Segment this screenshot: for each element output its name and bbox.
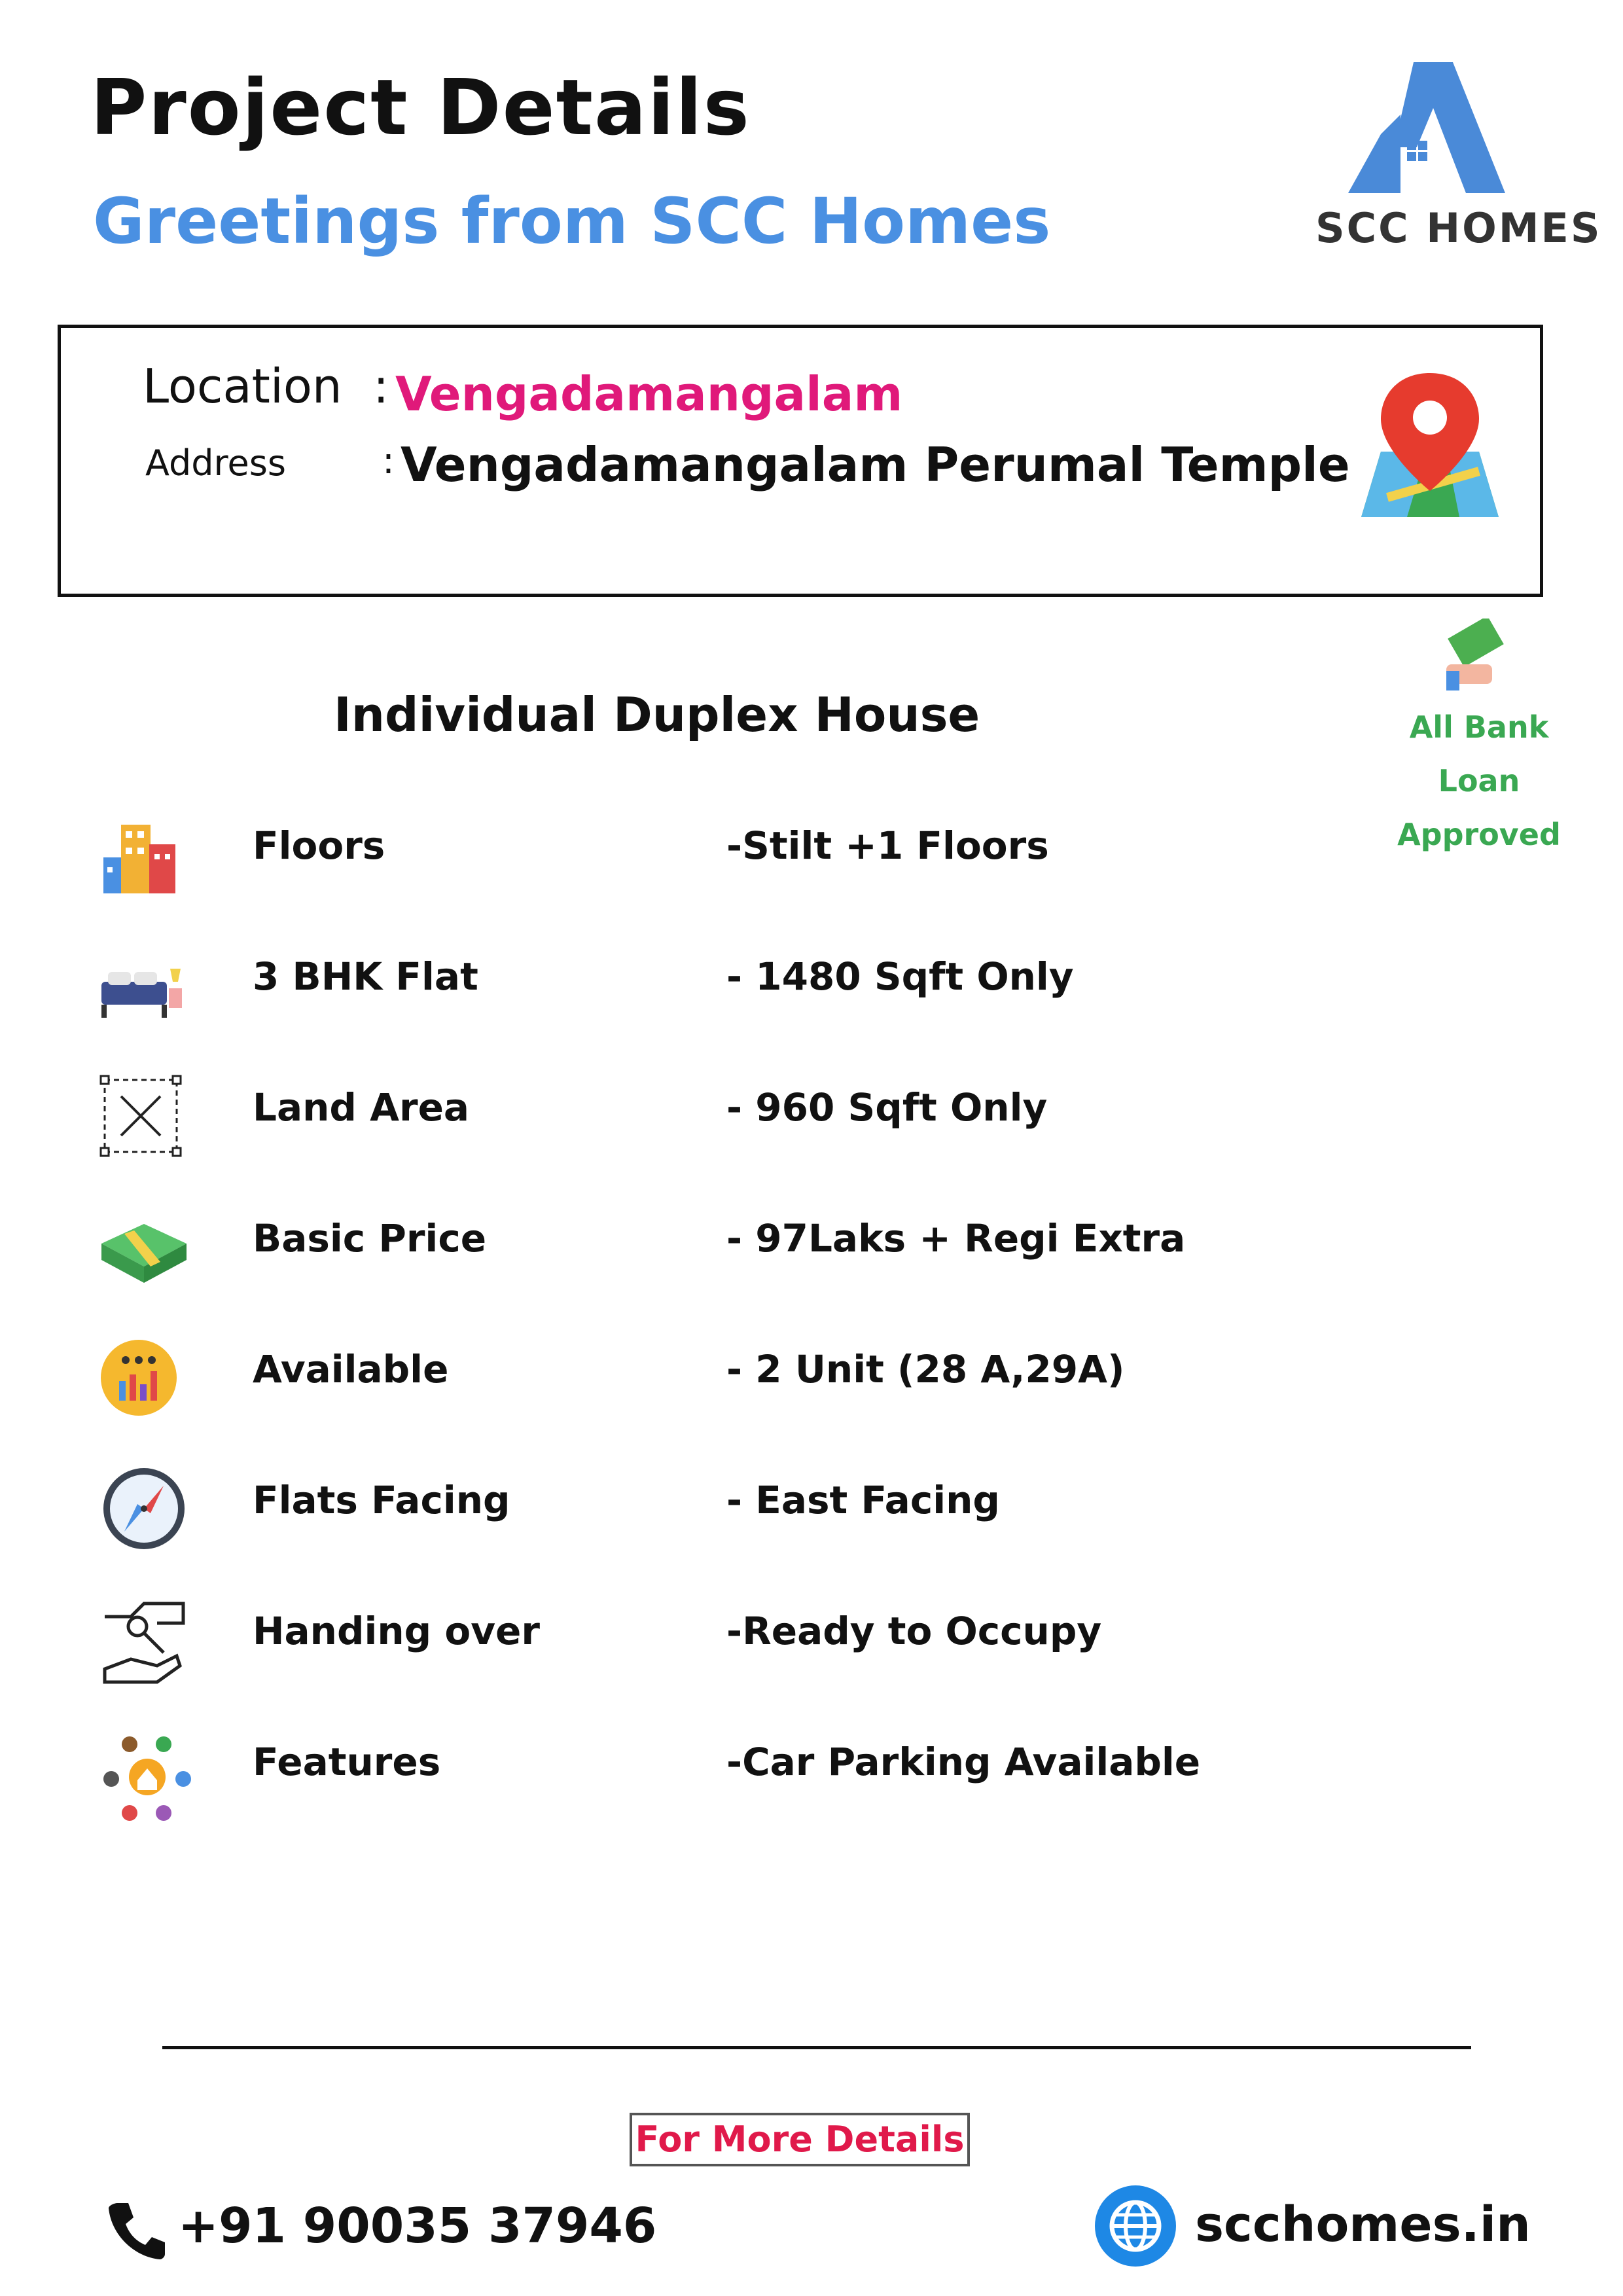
detail-label: Available (253, 1347, 449, 1391)
units-icon (98, 1335, 183, 1420)
page-title: Project Details (90, 62, 751, 152)
detail-label: Flats Facing (253, 1478, 510, 1522)
location-colon: : (373, 359, 389, 414)
detail-label: Land Area (253, 1085, 470, 1130)
detail-label: 3 BHK Flat (253, 954, 478, 999)
phone-number[interactable]: +91 90035 37946 (178, 2198, 657, 2254)
area-icon (98, 1073, 183, 1158)
detail-value: - East Facing (726, 1478, 1000, 1522)
footer-divider (162, 2046, 1471, 2049)
detail-row-bhk (0, 916, 1623, 1047)
building-icon (98, 812, 183, 897)
money-icon (98, 1204, 183, 1289)
detail-value: -Stilt +1 Floors (726, 823, 1049, 868)
address-value: Vengadamangalam Perumal Temple (401, 437, 1350, 492)
detail-row-handover (0, 1571, 1623, 1702)
address-colon: : (382, 440, 395, 482)
handover-icon (98, 1597, 183, 1682)
detail-row-available (0, 1309, 1623, 1440)
globe-icon (1093, 2183, 1178, 2269)
detail-row-features (0, 1702, 1623, 1833)
detail-row-land-area (0, 1047, 1623, 1178)
logo-text: SCC HOMES (1315, 204, 1602, 252)
detail-row-floors (0, 785, 1623, 916)
location-value: Vengadamangalam (395, 367, 903, 422)
location-label: Location (143, 359, 342, 414)
phone-icon (105, 2199, 168, 2262)
bed-icon (98, 942, 183, 1028)
detail-label: Basic Price (253, 1216, 487, 1261)
detail-label: Features (253, 1740, 441, 1784)
detail-value: - 960 Sqft Only (726, 1085, 1048, 1130)
more-details-box: For More Details (630, 2113, 970, 2166)
detail-row-facing (0, 1440, 1623, 1571)
loan-line-1: All Bank Loan (1409, 709, 1549, 798)
website-link[interactable]: scchomes.in (1195, 2197, 1531, 2253)
features-icon (98, 1728, 183, 1813)
address-label: Address (145, 442, 287, 484)
house-type-heading: Individual Duplex House (334, 687, 980, 742)
detail-row-basic-price (0, 1178, 1623, 1309)
detail-value: - 2 Unit (28 A,29A) (726, 1347, 1125, 1391)
greeting-subtitle: Greetings from SCC Homes (93, 185, 1051, 258)
detail-value: -Ready to Occupy (726, 1609, 1102, 1653)
map-pin-icon (1348, 367, 1512, 524)
compass-icon (98, 1466, 183, 1551)
detail-value: -Car Parking Available (726, 1740, 1201, 1784)
house-logo-icon (1309, 62, 1558, 206)
detail-value: - 1480 Sqft Only (726, 954, 1074, 999)
loan-line-2: Approved (1397, 817, 1561, 852)
detail-label: Floors (253, 823, 385, 868)
detail-value: - 97Laks + Regi Extra (726, 1216, 1186, 1261)
bank-loan-icon (1440, 619, 1518, 697)
detail-label: Handing over (253, 1609, 540, 1653)
